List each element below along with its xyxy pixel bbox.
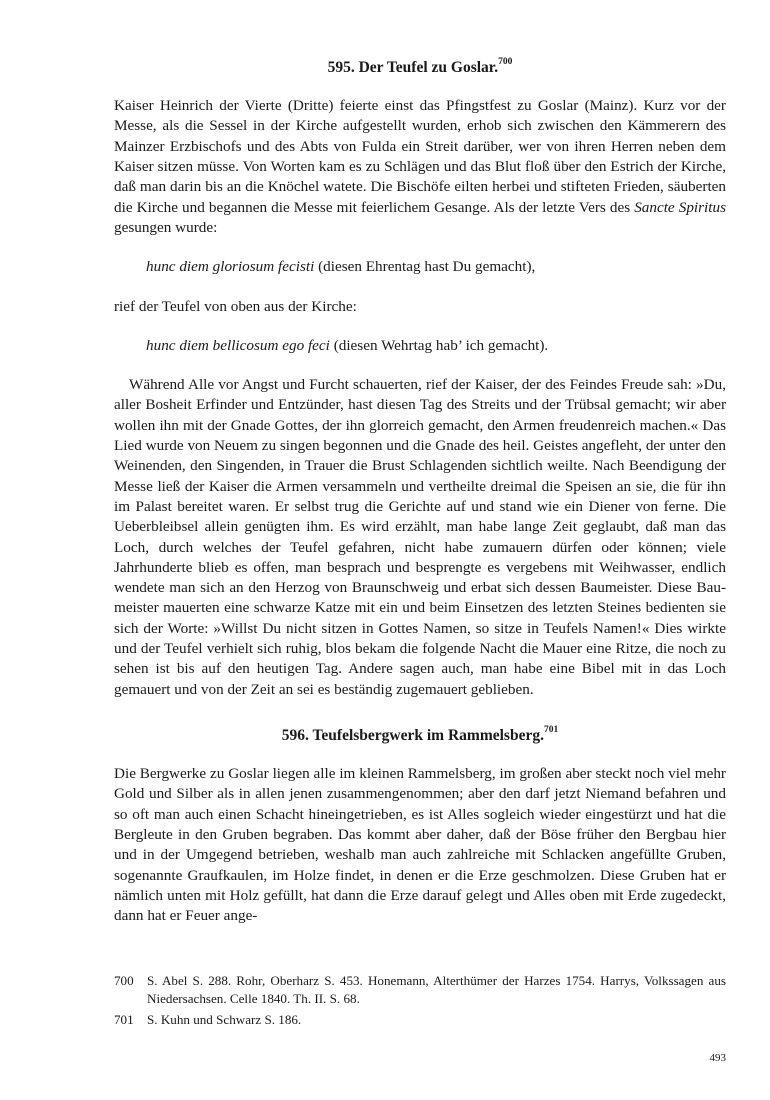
verse-line-2	[114, 336, 726, 356]
italic-title: Sancte Spiritus	[634, 198, 727, 216]
verse-translation: (diesen Ehrentag hast Du gemacht),	[314, 258, 536, 276]
footnote-text: S. Kuhn und Schwarz S. 186.	[147, 1012, 302, 1027]
section-title-595	[114, 54, 726, 78]
paragraph	[114, 96, 726, 238]
latin-verse: hunc diem gloriosum fecisti	[146, 258, 315, 276]
footnote-ref-701[interactable]: 701	[543, 724, 559, 735]
footnote-700	[114, 972, 726, 1008]
section-title-text: 595. Der Teufel zu Goslar.	[327, 59, 499, 77]
paragraph: Während Alle vor Angst und Furcht schauerten, rief der Kaiser, der des Feindes Freude sah: »Du, aller Bosheit Erfinder und Entzünder, hast diesen Tag des Streits und der Trübsal gemacht; wir aber wollen ihn mit der Gnade Gottes, der ihn glorreich gemacht, den Armen freudenreich machen.« Das Lied wurde von Neuem zu singen begonnen und die Gnade des heil. Geistes angefleht, der unter den Weinenden, den Singenden, in Trauer die Brust Schlagenden sichtlich weilte. Nach Beendigung der Messe ließ der Kaiser die Armen versammeln und vertheilte dreimal die Speisen an sie, die für ihn im Palast bereitet waren. Er selbst trug die Gerichte auf und stand wie ein Diener von ferne. Die Ueberbleibsel allein genügten ihm. Es wird erzählt, man habe lange Zeit geglaubt, daß man das Loch, durch welches der Teufel gefahren, nicht habe zumauern dürfen oder können; viele Jahrhunderte blieb es offen, man besprach und besprengte es vergebens mit Weihwasser, endlich wendete man sich an den Herzog von Braunschweig und erbat sich dessen Baumeister. Diese Baumeister mauerten eine schwarze Katze mit ein und beim Einsetzen des letzten Steines bedienten sie sich der Worte: »Willst Du nicht sitzen in Gottes Namen, so sitze in Teufels Namen!« Dies wirkte und der Teufel verhielt sich ruhig, blos bekam die folgende Nacht die Mauer eine Ritze, die noch zu sehen ist bis auf den heutigen Tag. Andere sagen auch, man habe eine Bibel mit in das Loch gemauert und von der Zeit an sei es beständig zugemauert geblieben.	[114, 376, 726, 698]
main-text	[114, 54, 726, 926]
page-number: 493	[709, 1052, 726, 1064]
footnote-number: 700	[114, 973, 134, 988]
section-title-text: 596. Teufelsbergwerk im Rammelsberg.	[281, 727, 544, 745]
paragraph-text: Kaiser Heinrich der Vierte (Dritte) feierte einst das Pfingstfest zu Goslar (Mainz). Kurz vor der Messe, als die Sessel in der Kirche aufgestellt wurden, erhob sich zwischen den Kämmerern des Mainzer Erzbischofs und des Abts von Fulda ein Streit darüber, wer von ihren Herren neben dem Kaiser sitzen müsse. Von Worten kam es zu Schlägen und das Blut floß über den Estrich der Kirche, daß man darin bis an die Knöchel watete. Die Bischöfe eilten herbei und stifteten Frieden, säuberten die Kirche und begannen die Messe mit feierlichem Gesange. Als der letzte Vers des	[114, 97, 726, 216]
footnotes	[114, 972, 726, 1032]
verse-translation: (diesen Wehrtag hab’ ich gemacht).	[329, 336, 549, 354]
footnote-number: 701	[114, 1012, 134, 1027]
section-title-596	[114, 722, 726, 746]
footnote-ref-700[interactable]: 700	[498, 57, 513, 67]
footnote-701	[114, 1011, 726, 1029]
footnote-text: S. Abel S. 288. Rohr, Oberharz S. 453. Honemann, Alterthümer der Harzes 1754. Harrys, Volkssagen aus Niedersachsen. Celle 1840. Th. II. S. 68.	[147, 973, 726, 1006]
paragraph-text-end: gesungen wurde:	[114, 218, 218, 236]
latin-verse: hunc diem bellicosum ego feci	[146, 336, 330, 354]
paragraph-line: rief der Teufel von oben aus der Kirche:	[114, 297, 357, 315]
paragraph: Die Bergwerke zu Goslar liegen alle im kleinen Rammelsberg, im großen aber steckt noch viel mehr Gold und Silber als in allen jenen zusammengenommen; aber den darf jetzt Niemand befahren und so oft man auch einen Schacht hineingetrieben, es ist Alles sogleich wieder eingestürzt und hat die Bergleute in den Gruben begraben. Das kommt aber daher, daß der Böse früher den Bergbau hier und in der Umgegend betrieben, weshalb man auch zahlreiche mit Schlacken angefüllte Gruben, sogenannte Graufkaulen, im Holze findet, in denen er die Erze geschmolzen. Diese Gruben hat er nämlich unten mit Holz gefüllt, hat dann die Erze darauf gelegt und Alles oben mit Erde zugedeckt, dann hat er Feuer ange-	[114, 765, 726, 925]
verse-line-1	[114, 257, 726, 277]
